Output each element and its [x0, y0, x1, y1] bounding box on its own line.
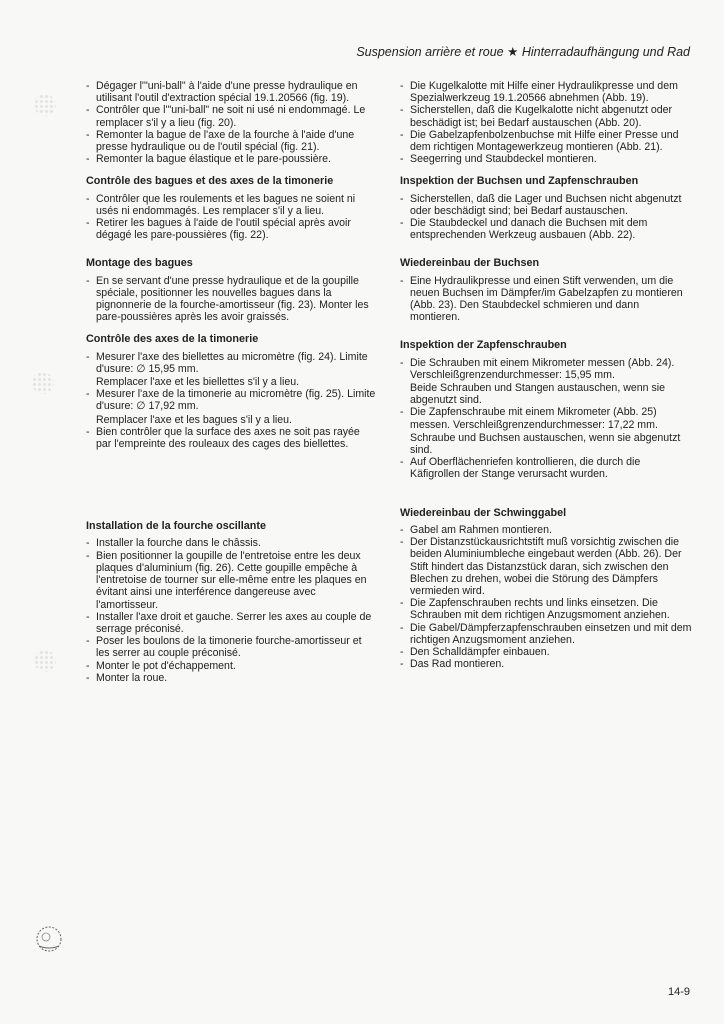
list-item-text: Installer la fourche dans le châssis.	[96, 537, 261, 550]
section-intro-fr	[86, 80, 376, 165]
list-item	[400, 536, 692, 597]
list-controle-bagues	[86, 193, 376, 242]
list-item	[86, 217, 376, 241]
list-inspektion-zapfen	[400, 357, 692, 481]
list-item	[400, 524, 692, 536]
binder-thumb-icon	[34, 924, 64, 954]
header-separator: ★	[507, 45, 519, 59]
list-item-subtext: Beide Schrauben und Stangen austauschen, wenn sie abgenutzt sind.	[410, 382, 666, 407]
list-item	[86, 660, 376, 672]
list-item-text: Das Rad montieren.	[410, 658, 505, 671]
header-title-de: Hinterradaufhängung und Rad	[521, 45, 690, 59]
list-installation-fourche	[86, 537, 376, 683]
list-item-text: Bien contrôler que la surface des axes ne soit pas rayée par l'empreinte des rouleaux des cages des biellettes.	[96, 425, 360, 451]
list-item-text: Bien positionner la goupille de l'entretoise entre les deux plaques d'aluminium (fig. 26). Cette goupille empêche à l'entretoise de tourner sur elle-même entre les plaques en évitant ainsi une interférence dangereuse avec l'amortisseur.	[96, 549, 367, 611]
list-item-text: Seegerring und Staubdeckel montieren.	[410, 153, 597, 166]
list-item	[86, 153, 376, 165]
column-german	[400, 80, 692, 680]
list-item	[400, 622, 692, 646]
list-item-text: Gabel am Rahmen montieren.	[410, 523, 552, 536]
list-item-text: Dégager l'"uni-ball" à l'aide d'une presse hydraulique en utilisant l'outil d'extraction spécial 19.1.20566 (fig. 19).	[96, 80, 358, 105]
section-title: Wiedereinbau der Schwinggabel	[400, 506, 567, 519]
section-installation-fourche	[86, 520, 376, 684]
list-item	[400, 80, 692, 104]
list-item-text: Auf Oberflächenriefen kontrollieren, die durch die Käfigrollen der Stange verursacht wurden.	[410, 456, 641, 481]
list-item	[86, 611, 376, 635]
scan-speck	[32, 372, 54, 394]
list-item-subtext: Schraube und Buchsen austauschen, wenn sie abgenutzt sind.	[410, 431, 681, 457]
list-item	[400, 646, 692, 658]
list-item-text: Sicherstellen, daß die Lager und Buchsen nicht abgenutzt oder beschädigt sind; bei Bedarf austauschen.	[410, 192, 682, 217]
section-title: Inspektion der Buchsen und Zapfenschrauben	[400, 175, 639, 188]
list-item	[400, 357, 692, 407]
list-item	[86, 388, 376, 426]
list-item-subtext: Remplacer l'axe et les bagues s'il y a lieu.	[96, 413, 293, 426]
section-controle-axes	[86, 333, 376, 450]
list-item	[400, 456, 692, 480]
list-item	[400, 275, 692, 324]
scan-speck	[34, 94, 56, 116]
section-title: Installation de la fourche oscillante	[86, 520, 266, 533]
list-item-text: Die Staubdeckel und danach die Buchsen mit dem entsprechenden Werkzeug ausbauen (Abb. 22).	[410, 217, 648, 242]
section-wiedereinbau-schwinggabel	[400, 507, 692, 671]
scan-speck	[34, 650, 56, 672]
list-item	[400, 217, 692, 241]
list-controle-axes	[86, 351, 376, 451]
list-item-text: Mesurer l'axe de la timonerie au micromètre (fig. 25). Limite d'usure: ∅ 17,92 mm.	[96, 388, 376, 413]
list-item-text: Sicherstellen, daß die Kugelkalotte nicht abgenutzt oder beschädigt ist; bei Bedarf austauschen (Abb. 20).	[410, 104, 673, 129]
list-item-text: Die Zapfenschraube mit einem Mikrometer (Abb. 25) messen. Verschleißgrenzendurchmesser: 17,22 mm.	[410, 406, 658, 431]
list-wiedereinbau-buchsen	[400, 275, 692, 324]
list-item	[400, 129, 692, 153]
list-item-text: Poser les boulons de la timonerie fourche-amortisseur et les serrer au couple préconisé.	[96, 635, 362, 660]
list-item	[400, 406, 692, 456]
column-french	[86, 80, 376, 694]
list-item-text: Den Schalldämpfer einbauen.	[410, 645, 550, 658]
section-controle-bagues	[86, 175, 376, 241]
list-item	[86, 129, 376, 153]
section-inspektion-zapfen	[400, 339, 692, 480]
section-title: Inspektion der Zapfenschrauben	[400, 339, 567, 352]
section-title: Montage des bagues	[86, 257, 193, 270]
list-item	[400, 193, 692, 217]
section-title: Contrôle des bagues et des axes de la timonerie	[86, 175, 334, 188]
list-item	[86, 80, 376, 104]
list-item	[86, 351, 376, 389]
list-intro-de	[400, 80, 692, 165]
page-number: 14-9	[667, 986, 690, 998]
list-item	[400, 597, 692, 621]
section-inspektion-buchsen	[400, 175, 692, 241]
list-item-text: Die Zapfenschrauben rechts und links einsetzen. Die Schrauben mit dem richtigen Anzugsmoment anziehen.	[410, 597, 670, 622]
list-item	[86, 537, 376, 549]
list-item-text: Eine Hydraulikpresse und einen Stift verwenden, um die neuen Buchsen im Dämpfer/im Gabelzapfen zu montieren (Abb. 23). Den Staubdeckel schmieren und dann montieren.	[410, 274, 683, 324]
list-item-text: Der Distanzstückausrichtstift muß vorsichtig zwischen die beiden Aluminiumbleche eingebaut werden (Abb. 26). Der Stift hindert das Distanzstück daran, sich zwischen den Blechen zu drehen, wobei die Störung des Dämpfers vermieden wird.	[410, 536, 682, 597]
list-item-text: Die Gabelzapfenbolzenbuchse mit Hilfe einer Presse und dem richtigen Montagewerkzeug montieren (Abb. 21).	[410, 128, 679, 154]
list-item	[400, 658, 692, 670]
section-wiedereinbau-buchsen	[400, 257, 692, 323]
list-item	[86, 672, 376, 684]
section-intro-de	[400, 80, 692, 165]
list-item-text: Installer l'axe droit et gauche. Serrer les axes au couple de serrage préconisé.	[96, 610, 372, 635]
section-title: Wiedereinbau der Buchsen	[400, 257, 540, 270]
list-item-text: Mesurer l'axe des biellettes au micromètre (fig. 24). Limite d'usure: ∅ 15,95 mm.	[96, 350, 368, 375]
section-montage-bagues	[86, 257, 376, 323]
list-item-text: Monter le pot d'échappement.	[96, 659, 236, 672]
list-item-subtext: Remplacer l'axe et les biellettes s'il y a lieu.	[96, 376, 300, 389]
list-item	[86, 426, 376, 450]
section-title: Contrôle des axes de la timonerie	[86, 333, 259, 346]
list-item	[400, 104, 692, 128]
list-item-text: Retirer les bagues à l'aide de l'outil spécial après avoir dégagé les pare-poussières (fig. 22).	[96, 217, 351, 242]
list-item-text: Die Kugelkalotte mit Hilfe einer Hydraulikpresse und dem Spezialwerkzeug 19.1.20566 abnehmen (Abb. 19).	[410, 80, 678, 105]
page-header	[356, 44, 690, 59]
list-item	[86, 193, 376, 217]
list-item-text: Monter la roue.	[96, 671, 168, 684]
list-intro-fr	[86, 80, 376, 165]
list-item	[400, 153, 692, 165]
list-item-text: Die Gabel/Dämpferzapfenschrauben einsetzen und mit dem richtigen Anzugsmoment anziehen.	[410, 621, 692, 646]
list-item	[86, 275, 376, 324]
list-item-text: Remonter la bague de l'axe de la fourche à l'aide d'une presse hydraulique ou de l'outil spécial (fig. 21).	[96, 128, 355, 154]
list-item	[86, 550, 376, 611]
list-montage-bagues	[86, 275, 376, 324]
list-item	[86, 635, 376, 659]
list-wiedereinbau-schwinggabel	[400, 524, 692, 670]
list-inspektion-buchsen	[400, 193, 692, 242]
header-title-fr: Suspension arrière et roue	[356, 45, 504, 59]
list-item-text: En se servant d'une presse hydraulique et de la goupille spéciale, positionner les nouvelles bagues dans la pignonnerie de la fourche-amortisseur (fig. 23). Monter les pare-poussières après les avoir graissés.	[96, 274, 369, 324]
list-item	[86, 104, 376, 128]
list-item-text: Die Schrauben mit einem Mikrometer messen (Abb. 24). Verschleißgrenzendurchmesser: 15,95 mm.	[410, 356, 675, 381]
list-item-text: Remonter la bague élastique et le pare-poussière.	[96, 153, 331, 166]
list-item-text: Contrôler que l'"uni-ball" ne soit ni usé ni endommagé. Le remplacer s'il y a lieu (fig. 20).	[96, 104, 366, 129]
list-item-text: Contrôler que les roulements et les bagues ne soient ni usés ni endommagés. Les remplacer s'il y a lieu.	[96, 192, 356, 217]
